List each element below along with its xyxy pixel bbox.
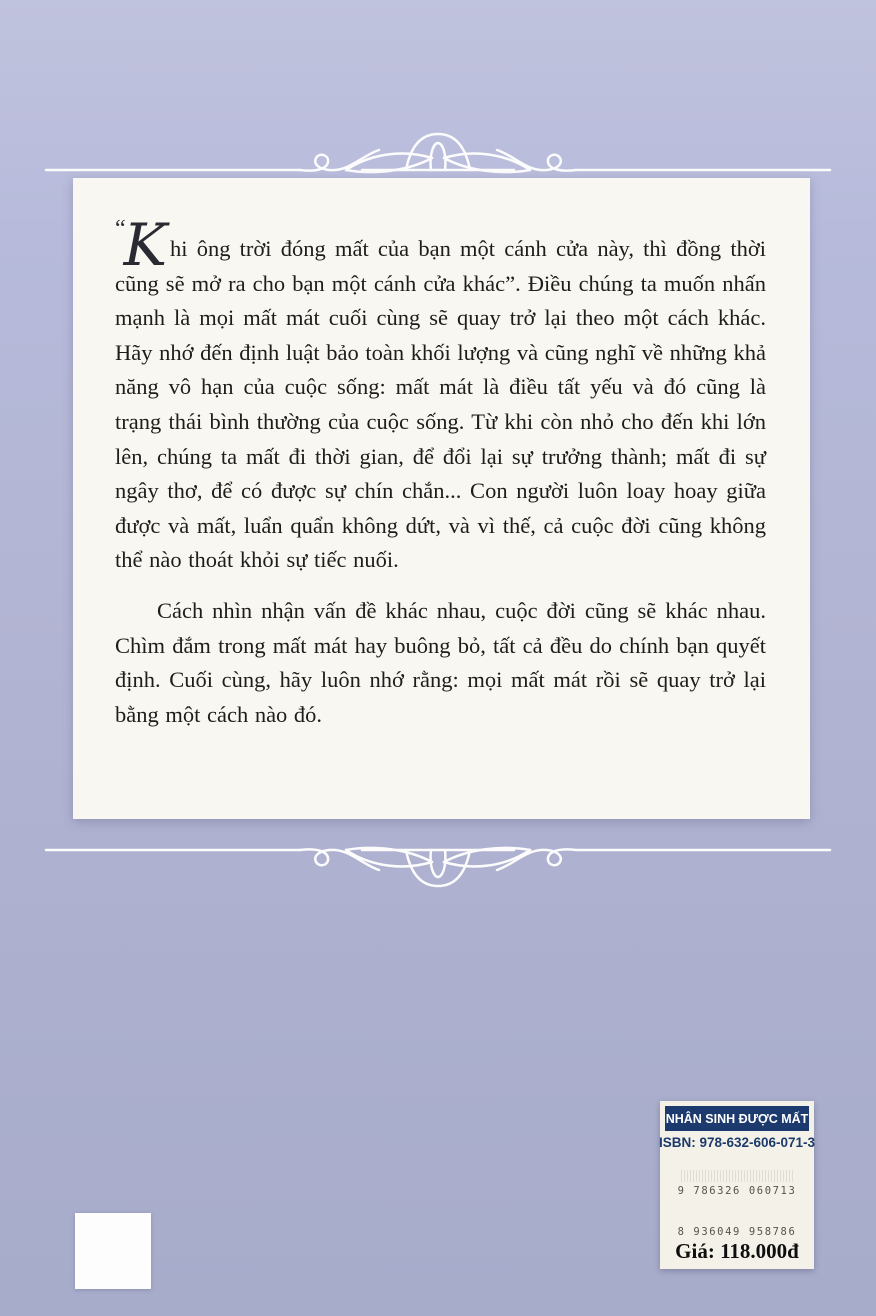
- excerpt-panel: [73, 178, 810, 819]
- sticker-book-title: NHÂN SINH ĐƯỢC MẤT: [665, 1106, 809, 1131]
- excerpt-paragraph-1: [115, 212, 766, 578]
- excerpt-text-block: [73, 178, 810, 732]
- flourish-top-icon: [44, 128, 832, 182]
- flourish-bottom-icon: [44, 838, 832, 892]
- isbn-text: ISBN: 978-632-606-071-3: [658, 1135, 816, 1150]
- price-text: Giá: 118.000đ: [675, 1239, 799, 1263]
- paragraph-1-text: hi ông trời đóng mất của bạn một cánh cửa này, thì đồng thời cũng sẽ mở ra cho bạn một cánh cửa khác”. Điều chúng ta muốn nhấn mạnh là mọi mất mát cuối cùng sẽ quay trở lại theo một cách khác. Hãy nhớ đến định luật bảo toàn khối lượng và cũng nghĩ về những khả năng vô hạn của cuộc sống: mất mát là điều tất yếu và đó cũng là trạng thái bình thường của cuộc sống. Từ khi còn nhỏ cho đến khi lớn lên, chúng ta mất đi thời gian, để đổi lại sự trưởng thành; mất đi sự ngây thơ, để có được sự chín chắn... Con người luôn loay hoay giữa được và mất, luẩn quẩn không dứt, và vì thế, cả cuộc đời cũng không thể nào thoát khỏi sự tiếc nuối.: [115, 236, 766, 573]
- barcode-digits-1: 9 786326 060713: [677, 1185, 797, 1197]
- opening-quote-mark: “: [115, 216, 123, 242]
- isbn-price-sticker: [660, 1101, 814, 1269]
- barcode-digits-2: 8 936049 958786: [677, 1226, 797, 1238]
- excerpt-paragraph-2: Cách nhìn nhận vấn đề khác nhau, cuộc đời cũng sẽ khác nhau. Chìm đắm trong mất mát hay buông bỏ, tất cả đều do chính bạn quyết định. Cuối cùng, hãy luôn nhớ rằng: mọi mất mát rồi sẽ quay trở lại bằng một cách nào đó.: [115, 597, 766, 727]
- dropcap-letter: K: [123, 211, 167, 279]
- blank-sticker: [75, 1213, 151, 1289]
- barcode-ean13-icon: [681, 1170, 793, 1182]
